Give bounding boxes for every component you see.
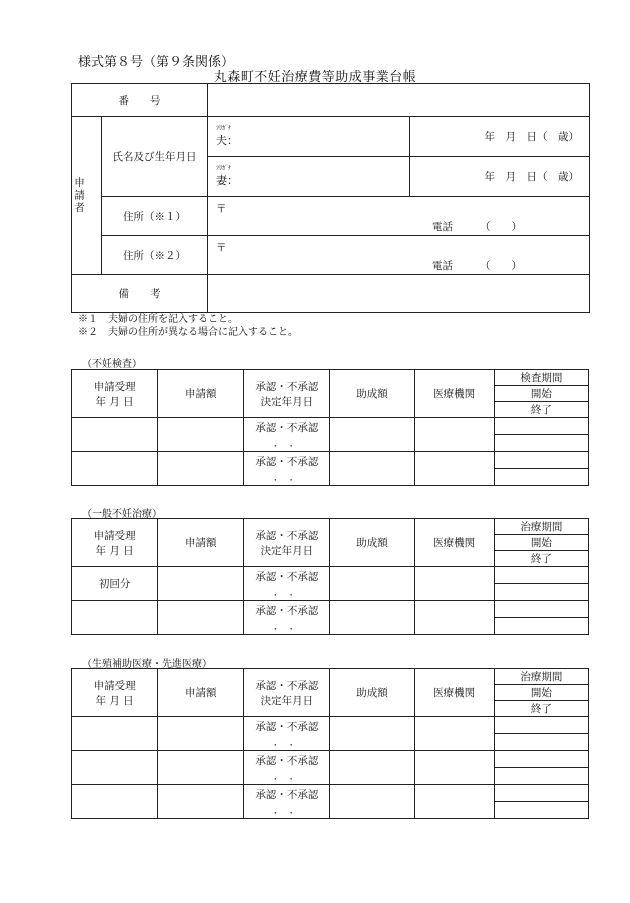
cell-amount-requested[interactable]: [158, 452, 244, 486]
phone-label: 電話: [432, 260, 453, 272]
cell-amount-requested[interactable]: [158, 601, 244, 635]
cell-grant-amount[interactable]: [330, 717, 414, 751]
phone-field[interactable]: （ ）: [480, 260, 522, 272]
cell-institution[interactable]: [414, 601, 494, 635]
header-receipt-date: 申請受理 年 月 日: [72, 519, 158, 567]
cell-grant-amount[interactable]: [330, 452, 414, 486]
cell-institution[interactable]: [414, 785, 494, 819]
cell-receipt-date[interactable]: [72, 717, 158, 751]
husband-birth-field[interactable]: 年 月 日（ 歳）: [410, 117, 590, 157]
header-end: 終了: [494, 551, 588, 567]
cell-institution[interactable]: [414, 751, 494, 785]
number-label: 番 号: [72, 84, 208, 117]
header-start: 開始: [494, 386, 588, 402]
phone-label: 電話: [432, 221, 453, 233]
header-institution: 医療機関: [414, 519, 494, 567]
header-period: 治療期間: [494, 669, 588, 685]
cell-end-date[interactable]: [494, 618, 588, 635]
cell-end-date[interactable]: [494, 802, 588, 819]
cell-start-date[interactable]: [494, 785, 588, 802]
header-receipt-date: 申請受理 年 月 日: [72, 370, 158, 418]
note-1: ※１ 夫婦の住所を記入すること。: [78, 314, 238, 325]
cell-decision[interactable]: 承認・不承認 ． ．: [244, 785, 330, 819]
cell-receipt-date[interactable]: [72, 452, 158, 486]
cell-institution[interactable]: [414, 418, 494, 452]
cell-start-date[interactable]: [494, 717, 588, 734]
cell-receipt-date[interactable]: [72, 785, 158, 819]
header-start: 開始: [494, 685, 588, 701]
applicant-label: 申請者: [72, 117, 102, 275]
header-start: 開始: [494, 535, 588, 551]
cell-decision[interactable]: 承認・不承認 ． ．: [244, 751, 330, 785]
cell-amount-requested[interactable]: [158, 567, 244, 601]
cell-amount-requested[interactable]: [158, 785, 244, 819]
cell-start-date[interactable]: [494, 601, 588, 618]
address2-field[interactable]: [208, 236, 590, 275]
address2-label: 住所（※２）: [102, 236, 208, 275]
header-receipt-date: 申請受理 年 月 日: [72, 669, 158, 717]
phone-field[interactable]: （ ）: [480, 221, 522, 233]
cell-grant-amount[interactable]: [330, 418, 414, 452]
cell-decision[interactable]: 承認・不承認 ． ．: [244, 601, 330, 635]
postal-mark: 〒: [216, 203, 227, 215]
applicant-table: [71, 83, 590, 313]
cell-start-date[interactable]: [494, 567, 588, 584]
header-period: 検査期間: [494, 370, 588, 386]
header-end: 終了: [494, 701, 588, 717]
cell-decision[interactable]: 承認・不承認 ． ．: [244, 567, 330, 601]
cell-decision[interactable]: 承認・不承認 ． ．: [244, 452, 330, 486]
cell-end-date[interactable]: [494, 469, 588, 486]
cell-start-date[interactable]: [494, 418, 588, 435]
cell-amount-requested[interactable]: [158, 717, 244, 751]
cell-receipt-date[interactable]: [72, 601, 158, 635]
ledger-table: [71, 668, 589, 819]
cell-grant-amount[interactable]: [330, 785, 414, 819]
section-title: （生殖補助医療・先進医療）: [82, 659, 212, 670]
ledger-table: [71, 369, 589, 486]
header-decision: 承認・不承認 決定年月日: [244, 669, 330, 717]
cell-institution[interactable]: [414, 717, 494, 751]
header-amount-requested: 申請額: [158, 370, 244, 418]
remarks-label: 備 考: [72, 275, 208, 313]
cell-grant-amount[interactable]: [330, 601, 414, 635]
cell-decision[interactable]: 承認・不承認 ． ．: [244, 418, 330, 452]
address1-field[interactable]: [208, 197, 590, 236]
number-value[interactable]: [208, 84, 590, 117]
name-birth-label: 氏名及び生年月日: [102, 117, 208, 197]
header-amount-requested: 申請額: [158, 669, 244, 717]
cell-grant-amount[interactable]: [330, 751, 414, 785]
cell-institution[interactable]: [414, 567, 494, 601]
section-title: （不妊検査）: [82, 359, 142, 370]
form-number-label: 様式第８号（第９条関係）: [78, 55, 235, 70]
cell-end-date[interactable]: [494, 584, 588, 601]
cell-receipt-date[interactable]: [72, 418, 158, 452]
cell-receipt-date[interactable]: 初回分: [72, 567, 158, 601]
header-period: 治療期間: [494, 519, 588, 535]
header-grant-amount: 助成額: [330, 519, 414, 567]
cell-grant-amount[interactable]: [330, 567, 414, 601]
cell-decision[interactable]: 承認・不承認 ． ．: [244, 717, 330, 751]
header-end: 終了: [494, 402, 588, 418]
cell-receipt-date[interactable]: [72, 751, 158, 785]
header-institution: 医療機関: [414, 669, 494, 717]
remarks-field[interactable]: [208, 275, 590, 313]
header-grant-amount: 助成額: [330, 669, 414, 717]
ledger-table: [71, 518, 589, 635]
header-institution: 医療機関: [414, 370, 494, 418]
postal-mark: 〒: [216, 242, 227, 254]
address1-label: 住所（※１）: [102, 197, 208, 236]
cell-start-date[interactable]: [494, 452, 588, 469]
wife-birth-field[interactable]: 年 月 日（ 歳）: [410, 157, 590, 197]
header-amount-requested: 申請額: [158, 519, 244, 567]
document-title: 丸森町不妊治療費等助成事業台帳: [213, 70, 417, 85]
header-decision: 承認・不承認 決定年月日: [244, 519, 330, 567]
cell-institution[interactable]: [414, 452, 494, 486]
cell-amount-requested[interactable]: [158, 751, 244, 785]
header-decision: 承認・不承認 決定年月日: [244, 370, 330, 418]
wife-name-field[interactable]: ﾌﾘｶﾞﾅ 妻：: [208, 157, 410, 197]
cell-end-date[interactable]: [494, 435, 588, 452]
cell-end-date[interactable]: [494, 768, 588, 785]
cell-start-date[interactable]: [494, 751, 588, 768]
header-grant-amount: 助成額: [330, 370, 414, 418]
cell-amount-requested[interactable]: [158, 418, 244, 452]
note-2: ※２ 夫婦の住所が異なる場合に記入すること。: [78, 327, 298, 338]
cell-end-date[interactable]: [494, 734, 588, 751]
section-title: （一般不妊治療）: [82, 509, 162, 520]
husband-name-field[interactable]: ﾌﾘｶﾞﾅ 夫：: [208, 117, 410, 157]
